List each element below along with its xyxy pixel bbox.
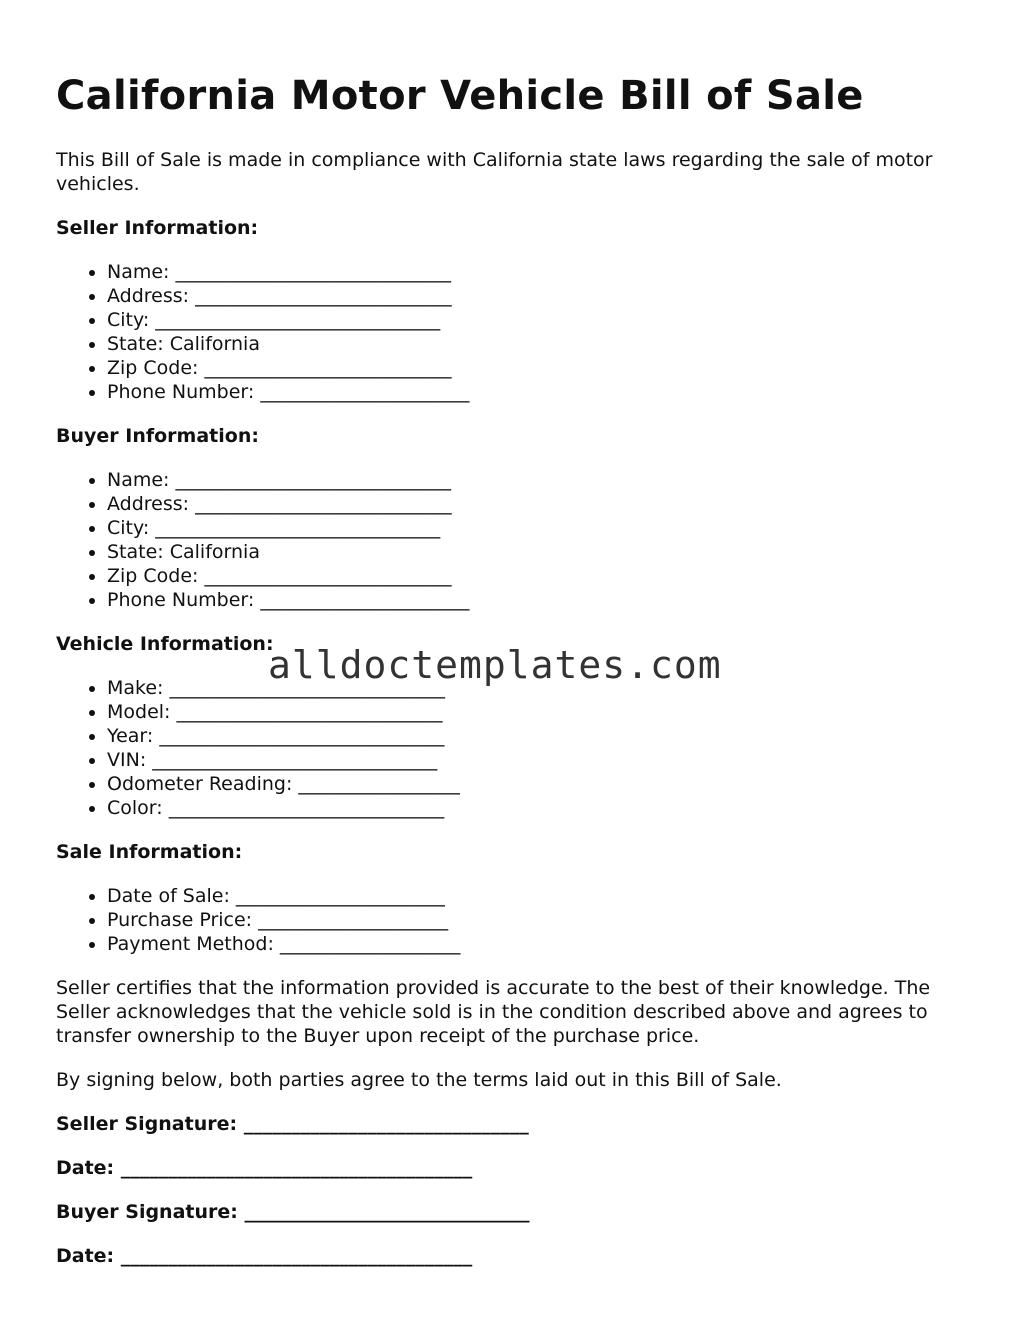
seller-section-heading: Seller Information:: [56, 217, 259, 239]
vehicle-vin-field: • VIN: ______________________________: [107, 748, 956, 772]
seller-address-field: • Address: ___________________________: [107, 284, 956, 308]
sale-info-list: [56, 884, 956, 956]
buyer-date-line: Date: _____________________________________: [56, 1245, 473, 1267]
document-title: California Motor Vehicle Bill of Sale: [56, 73, 864, 119]
vehicle-odometer-field: • Odometer Reading: _________________: [107, 772, 956, 796]
buyer-phone-field: • Phone Number: ______________________: [107, 588, 956, 612]
agreement-paragraph: By signing below, both parties agree to the terms laid out in this Bill of Sale.: [56, 1069, 782, 1091]
buyer-info-list: [56, 468, 956, 612]
sale-price-field: • Purchase Price: ____________________: [107, 908, 956, 932]
buyer-section-heading: Buyer Information:: [56, 425, 259, 447]
vehicle-section-heading: Vehicle Information:: [56, 633, 274, 655]
intro-paragraph: This Bill of Sale is made in compliance with California state laws regarding the sale of motor vehicles.: [56, 149, 933, 195]
buyer-name-field: • Name: _____________________________: [107, 468, 956, 492]
seller-signature-line: Seller Signature: ______________________________: [56, 1113, 529, 1135]
watermark-text: alldoctemplates.com: [268, 643, 722, 687]
seller-name-field: • Name: _____________________________: [107, 260, 956, 284]
buyer-address-field: • Address: ___________________________: [107, 492, 956, 516]
sale-date-field: • Date of Sale: ______________________: [107, 884, 956, 908]
seller-city-field: • City: ______________________________: [107, 308, 956, 332]
buyer-signature-line: Buyer Signature: ______________________________: [56, 1201, 530, 1223]
vehicle-info-list: [56, 676, 956, 820]
seller-phone-field: • Phone Number: ______________________: [107, 380, 956, 404]
vehicle-model-field: • Model: ____________________________: [107, 700, 956, 724]
seller-state-field: • State: California: [107, 332, 956, 356]
buyer-zip-field: • Zip Code: __________________________: [107, 564, 956, 588]
seller-zip-field: • Zip Code: __________________________: [107, 356, 956, 380]
buyer-state-field: • State: California: [107, 540, 956, 564]
seller-date-line: Date: _____________________________________: [56, 1157, 473, 1179]
sale-payment-method-field: • Payment Method: ___________________: [107, 932, 956, 956]
certification-paragraph: Seller certifies that the information provided is accurate to the best of their knowledge. The Seller acknowledges that the vehicle sold is in the condition described above and agrees to transfer ownership to the Buyer upon receipt of the purchase price.: [56, 977, 931, 1047]
vehicle-make-field: • Make: _____________________________: [107, 676, 956, 700]
buyer-city-field: • City: ______________________________: [107, 516, 956, 540]
vehicle-year-field: • Year: ______________________________: [107, 724, 956, 748]
sale-section-heading: Sale Information:: [56, 841, 243, 863]
seller-info-list: [56, 260, 956, 404]
vehicle-color-field: • Color: _____________________________: [107, 796, 956, 820]
